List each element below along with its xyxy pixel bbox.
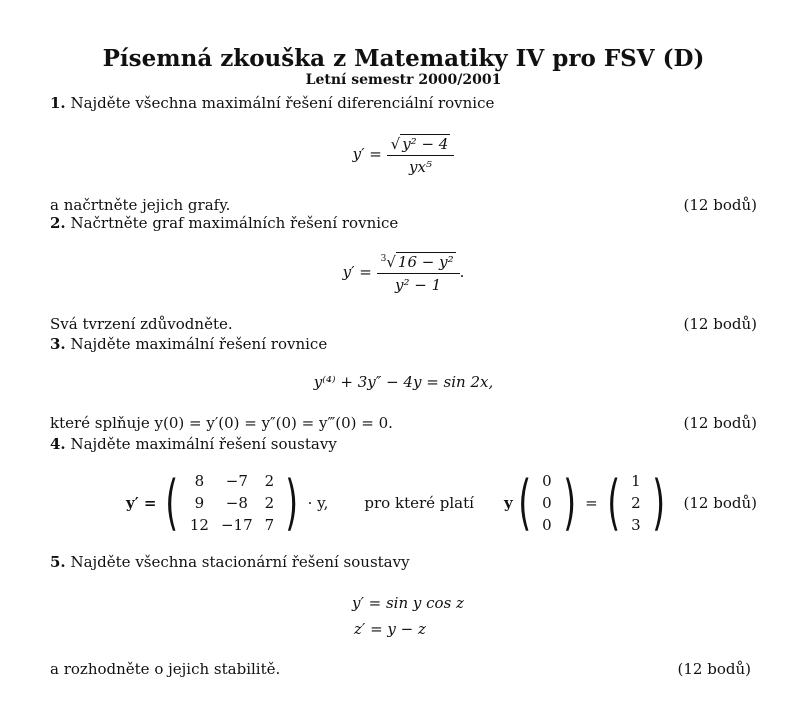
value-left-paren: ( bbox=[606, 468, 620, 538]
problem-5-eq2: z′ = y − z bbox=[354, 620, 426, 638]
problem-5-points: (12 bodů) bbox=[677, 660, 751, 678]
problem-2-eq-tail: . bbox=[459, 263, 465, 281]
problem-2-fraction bbox=[377, 252, 460, 294]
matrix-cell: 7 bbox=[264, 516, 275, 534]
problem-4-times: · y, bbox=[307, 494, 329, 512]
problem-1-eq-denominator: yx⁵ bbox=[409, 158, 432, 176]
vector-left-paren: ( bbox=[517, 468, 531, 538]
page-title: Písemná zkouška z Matematiky IV pro FSV (D) bbox=[102, 45, 705, 72]
problem-4-statement bbox=[50, 435, 337, 453]
value-right-paren: ) bbox=[651, 468, 665, 538]
problem-2-eq-lhs: y′ = bbox=[342, 263, 372, 281]
problem-3-statement bbox=[50, 335, 327, 353]
vector-cell: 3 bbox=[631, 516, 641, 534]
problem-3-after: které splňuje y(0) = y′(0) = y″(0) = y‴(0) = 0. bbox=[50, 414, 393, 432]
problem-5-eq1: y′ = sin y cos z bbox=[352, 594, 464, 612]
matrix-cell: 8 bbox=[194, 472, 205, 490]
problem-2-root-index: 3 bbox=[380, 254, 387, 264]
problem-4-lhs: y′ = bbox=[126, 494, 157, 512]
matrix-cell: −8 bbox=[225, 494, 248, 512]
problem-1-number: 1. bbox=[50, 94, 66, 112]
problem-1-equation bbox=[0, 134, 807, 176]
cbrt-sign: √ bbox=[386, 253, 396, 271]
matrix-cell: −7 bbox=[225, 472, 248, 490]
page-subtitle: Letní semestr 2000/2001 bbox=[305, 72, 502, 88]
problem-4-matrix bbox=[184, 470, 280, 536]
matrix-left-paren: ( bbox=[165, 468, 179, 538]
problem-5-text: Najděte všechna stacionární řešení soustavy bbox=[70, 553, 410, 571]
problem-3-equation: y⁽⁴⁾ + 3y″ − 4y = sin 2x, bbox=[313, 373, 494, 391]
problem-4-y: y bbox=[503, 494, 513, 512]
problem-2-points: (12 bodů) bbox=[683, 315, 757, 333]
problem-2-statement bbox=[50, 214, 398, 232]
problem-3-number: 3. bbox=[50, 335, 66, 353]
problem-2-after: Svá tvrzení zdůvodněte. bbox=[50, 315, 233, 333]
problem-1-statement bbox=[50, 94, 494, 112]
problem-3-points: (12 bodů) bbox=[683, 414, 757, 432]
problem-1-eq-lhs: y′ = bbox=[352, 145, 382, 163]
problem-4-number: 4. bbox=[50, 435, 66, 453]
problem-2-eq-denominator: y² − 1 bbox=[395, 276, 442, 294]
matrix-cell: 2 bbox=[264, 494, 275, 512]
matrix-cell: 12 bbox=[189, 516, 209, 534]
matrix-cell: 2 bbox=[264, 472, 275, 490]
problem-4-initial-vector bbox=[536, 470, 558, 536]
problem-2-number: 2. bbox=[50, 214, 66, 232]
problem-1-fraction bbox=[387, 134, 455, 176]
sqrt-sign: √ bbox=[390, 135, 401, 153]
problem-1-points: (12 bodů) bbox=[683, 196, 757, 214]
matrix-cell: 9 bbox=[194, 494, 205, 512]
problem-4-condition: pro které platí bbox=[364, 494, 474, 512]
problem-5-number: 5. bbox=[50, 553, 66, 571]
problem-1-text: Najděte všechna maximální řešení diferenciální rovnice bbox=[70, 94, 495, 112]
vector-cell: 0 bbox=[542, 494, 552, 512]
problem-1-eq-numerator: y² − 4 bbox=[402, 135, 449, 153]
vector-cell: 1 bbox=[631, 472, 641, 490]
problem-2-eq-numerator: 16 − y² bbox=[397, 253, 454, 271]
problem-1-after: a načrtněte jejich grafy. bbox=[50, 196, 231, 214]
matrix-right-paren: ) bbox=[285, 468, 299, 538]
problem-2-text: Načrtněte graf maximálních řešení rovnice bbox=[70, 214, 399, 232]
problem-4-system bbox=[126, 470, 670, 536]
problem-4-value-vector bbox=[625, 470, 647, 536]
problem-4-eq: = bbox=[585, 494, 598, 512]
problem-4-points: (12 bodů) bbox=[683, 494, 757, 512]
vector-right-paren: ) bbox=[562, 468, 576, 538]
matrix-cell: −17 bbox=[220, 516, 253, 534]
vector-cell: 0 bbox=[542, 516, 552, 534]
problem-5-after: a rozhodněte o jejich stabilitě. bbox=[50, 660, 281, 678]
problem-5-statement bbox=[50, 553, 410, 571]
vector-cell: 2 bbox=[631, 494, 641, 512]
vector-cell: 0 bbox=[542, 472, 552, 490]
problem-4-text: Najděte maximální řešení soustavy bbox=[70, 435, 337, 453]
problem-2-equation bbox=[0, 252, 807, 294]
problem-3-text: Najděte maximální řešení rovnice bbox=[70, 335, 328, 353]
